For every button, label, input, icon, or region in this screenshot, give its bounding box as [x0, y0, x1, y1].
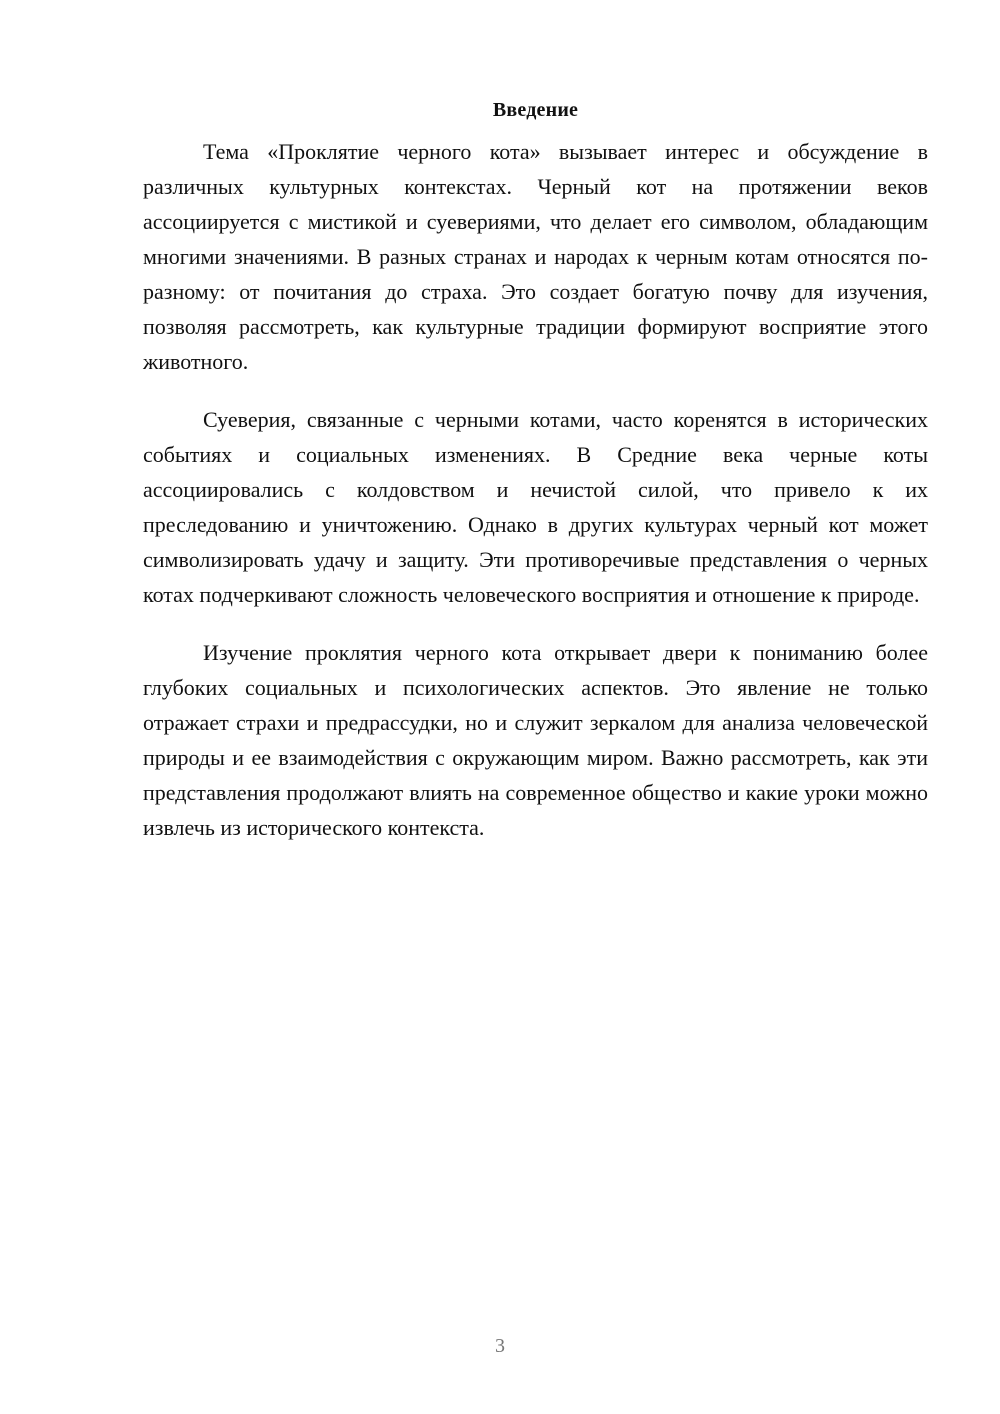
paragraph-3: Изучение проклятия черного кота открывает двери к пониманию более глубоких социальных и психологических аспектов. Это явление не только отражает страхи и предрассудки, но и служит зеркалом для анализа человеческой природы и ее взаимодействия с окружающим миром. Важно рассмотреть, как эти представления продолжают влиять на современное общество и какие уроки можно извлечь из исторического контекста.	[143, 640, 928, 840]
page-number: 3	[495, 1335, 505, 1357]
paragraph-2: Суеверия, связанные с черными котами, часто коренятся в исторических событиях и социальных изменениях. В Средние века черные коты ассоциировались с колдовством и нечистой силой, что привело к их преследованию и уничтожению. Однако в других культурах черный кот может символизировать удачу и защиту. Эти противоречивые представления о черных котах подчеркивают сложность человеческого восприятия и отношение к природе.	[143, 407, 928, 607]
paragraph-1: Тема «Проклятие черного кота» вызывает интерес и обсуждение в различных культурных контекстах. Черный кот на протяжении веков ассоциируется с мистикой и суевериями, что делает его символом, обладающим многими значениями. В разных странах и народах к черным котам относятся по-разному: от почитания до страха. Это создает богатую почву для изучения, позволяя рассмотреть, как культурные традиции формируют восприятие этого животного.	[143, 139, 928, 374]
page-content	[143, 96, 928, 868]
section-heading: Введение	[492, 99, 579, 121]
